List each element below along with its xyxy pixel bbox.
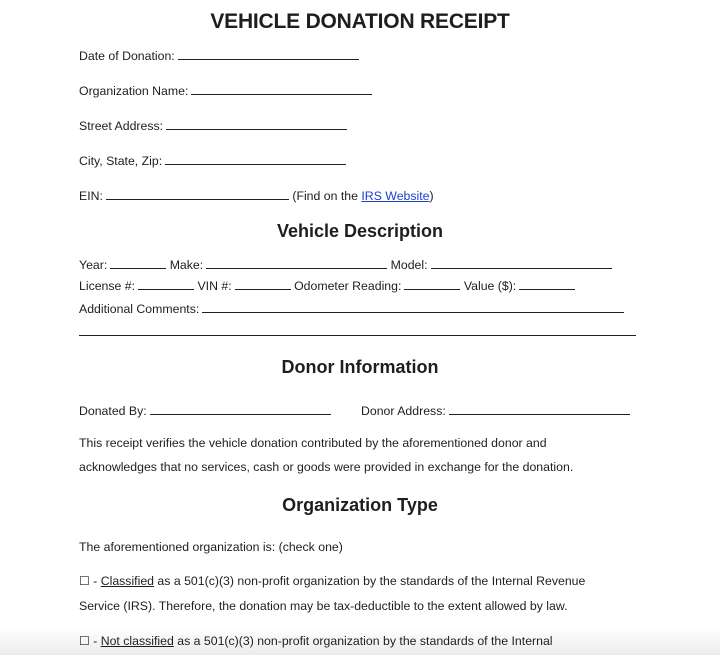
street-address-label: Street Address:: [79, 119, 164, 133]
comments-field[interactable]: [79, 300, 624, 316]
classified-text: as a 501(c)(3) non-profit organization by the standards of the Internal Revenue: [154, 574, 586, 588]
organization-name-field[interactable]: [79, 82, 372, 98]
option-dash: -: [89, 574, 101, 588]
vehicle-row-2: [79, 277, 575, 293]
make-label: Make:: [169, 258, 204, 272]
comments-label: Additional Comments:: [79, 302, 200, 316]
not-classified-checkbox[interactable]: ☐: [79, 634, 90, 648]
vehicle-description-heading: Vehicle Description: [276, 221, 444, 241]
document-title: VEHICLE DONATION RECEIPT: [210, 10, 510, 33]
ein-hint-suffix: ): [429, 189, 434, 203]
donated-by-field[interactable]: [79, 402, 331, 418]
not-classified-text: as a 501(c)(3) non-profit organization by the standards of the Internal: [173, 634, 553, 648]
license-label: License #:: [79, 279, 136, 293]
organization-name-blank[interactable]: [191, 82, 372, 95]
option-not-classified: [79, 634, 553, 648]
organization-name-label: Organization Name:: [79, 84, 189, 98]
classified-checkbox[interactable]: ☐: [79, 574, 90, 588]
value-label: Value ($):: [463, 279, 517, 293]
vin-label: VIN #:: [197, 279, 232, 293]
city-state-zip-field[interactable]: [79, 152, 346, 168]
donor-statement-line-1: This receipt verifies the vehicle donation contributed by the aforementioned donor and: [79, 436, 547, 450]
organization-type-intro: The aforementioned organization is: (check one): [79, 540, 343, 554]
odometer-label: Odometer Reading:: [294, 279, 402, 293]
page-bottom-edge: [0, 655, 720, 659]
irs-website-link[interactable]: IRS Website: [361, 189, 430, 203]
ein-label: EIN:: [79, 189, 103, 203]
option-dash: -: [89, 634, 101, 648]
make-blank[interactable]: [206, 256, 387, 269]
option-classified-line-2: Service (IRS). Therefore, the donation may be tax-deductible to the extent allowed by law.: [79, 599, 568, 613]
city-state-zip-blank[interactable]: [165, 152, 346, 165]
year-blank[interactable]: [110, 256, 166, 269]
organization-type-heading: Organization Type: [282, 495, 438, 515]
vin-blank[interactable]: [235, 277, 291, 290]
vehicle-row-1: [79, 256, 612, 272]
street-address-field[interactable]: [79, 117, 347, 133]
ein-blank[interactable]: [106, 187, 289, 200]
donor-address-label: Donor Address:: [361, 404, 446, 418]
comments-blank-2[interactable]: [79, 335, 636, 336]
year-label: Year:: [79, 258, 108, 272]
model-blank[interactable]: [431, 256, 612, 269]
classified-key: Classified: [100, 574, 155, 588]
donor-address-blank[interactable]: [449, 402, 630, 415]
model-label: Model:: [390, 258, 428, 272]
ein-field[interactable]: [79, 187, 434, 203]
street-address-blank[interactable]: [166, 117, 347, 130]
license-blank[interactable]: [138, 277, 194, 290]
donor-address-field[interactable]: [361, 402, 630, 418]
not-classified-key: Not classified: [100, 634, 174, 648]
date-of-donation-blank[interactable]: [178, 47, 359, 60]
donor-information-heading: Donor Information: [281, 357, 439, 377]
odometer-blank[interactable]: [404, 277, 460, 290]
date-of-donation-label: Date of Donation:: [79, 49, 175, 63]
option-classified: [79, 574, 585, 588]
donor-statement-line-2: acknowledges that no services, cash or goods were provided in exchange for the donation.: [79, 460, 574, 474]
date-of-donation-field[interactable]: [79, 47, 359, 63]
city-state-zip-label: City, State, Zip:: [79, 154, 163, 168]
donated-by-label: Donated By:: [79, 404, 147, 418]
comments-blank-1[interactable]: [202, 300, 624, 313]
donated-by-blank[interactable]: [150, 402, 331, 415]
value-blank[interactable]: [519, 277, 575, 290]
ein-hint-prefix: (Find on the: [292, 189, 362, 203]
